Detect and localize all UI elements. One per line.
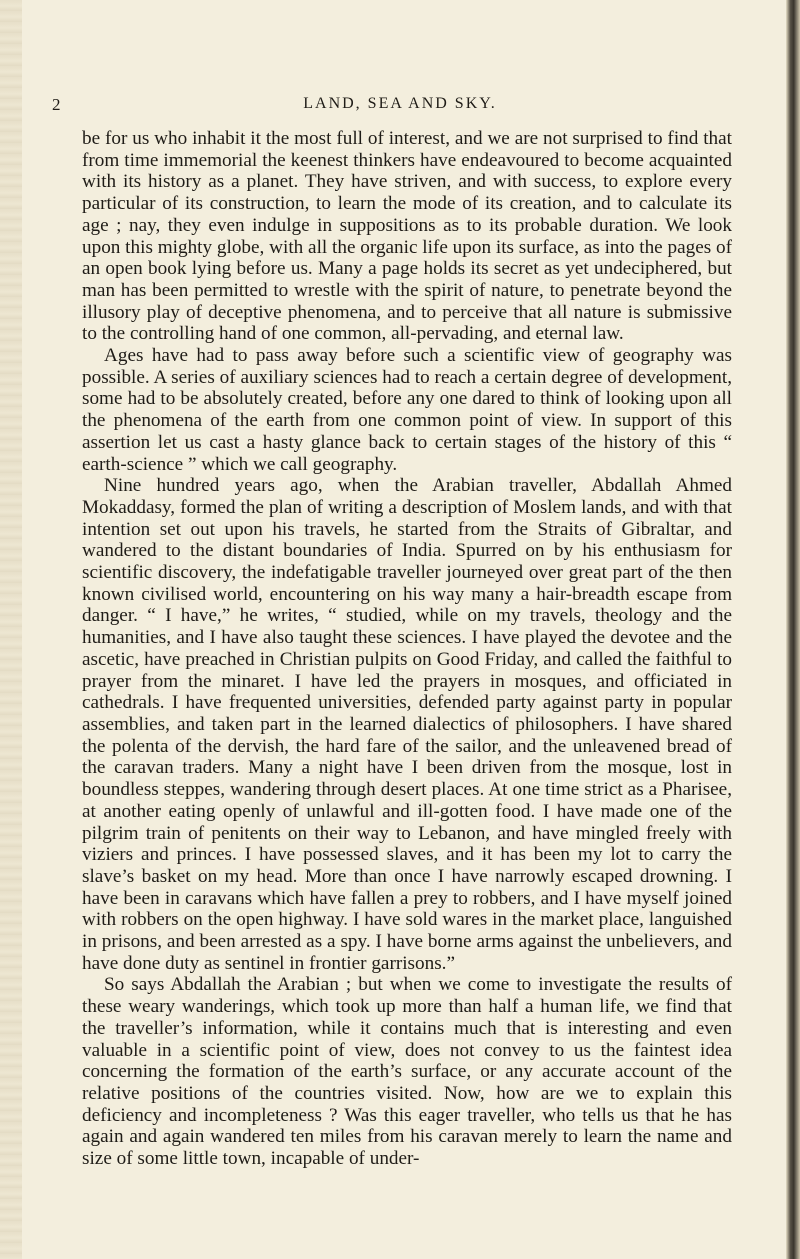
body-text <box>82 128 732 1170</box>
page-number: 2 <box>52 95 62 114</box>
paragraph: So says Abdallah the Arabian ; but when we come to investigate the results of these weary wanderings, which took up more than half a human life, we find that the traveller’s information, while it contains much that is interesting and even valuable in a scientific point of view, does not convey to us the faintest idea concerning the formation of the earth’s surface, or any accurate account of the relative positions of the countries visited. Now, how are we to explain this deficiency and incompleteness ? Was this eager traveller, who tells us that he has again and again wandered ten miles from his caravan merely to learn the name and size of some little town, incapable of under- <box>82 974 732 1170</box>
page-edge-shadow <box>786 0 800 1259</box>
paragraph: Ages have had to pass away before such a scientific view of geography was possible. A series of auxiliary sciences had to reach a certain degree of development, some had to be absolutely created, before any one dared to think of looking upon all the phenomena of the earth from one common point of view. In support of this assertion let us cast a hasty glance back to certain stages of the history of this “ earth-science ” which we call geography. <box>82 345 732 475</box>
page-header <box>0 95 800 115</box>
running-head: LAND, SEA AND SKY. <box>303 95 497 112</box>
paragraph: be for us who inhabit it the most full of interest, and we are not surprised to find that from time immemorial the keenest thinkers have endeavoured to become acquainted with its history as a planet. They have striven, and with success, to explore every particular of its construction, to learn the mode of its creation, and to calculate its age ; nay, they even indulge in suppositions as to its probable duration. We look upon this mighty globe, with all the organic life upon its surface, as into the pages of an open book lying before us. Many a page holds its secret as yet undeciphered, but man has been permitted to wrestle with the spirit of nature, to penetrate beyond the illusory play of deceptive phenomena, and to perceive that all nature is submissive to the controlling hand of one common, all-pervading, and eternal law. <box>82 128 732 345</box>
page-gutter-shadow <box>0 0 22 1259</box>
paragraph: Nine hundred years ago, when the Arabian traveller, Abdallah Ahmed Mokaddasy, formed the plan of writing a description of Moslem lands, and with that intention set out upon his travels, he started from the Straits of Gibraltar, and wandered to the distant boundaries of India. Spurred on by his enthusiasm for scientific discovery, the indefatigable traveller journeyed over great part of the then known civilised world, encountering on his way many a hair-breadth escape from danger. “ I have,” he writes, “ studied, while on my travels, theology and the humanities, and I have also taught these sciences. I have played the devotee and the ascetic, have preached in Christian pulpits on Good Friday, and called the faithful to prayer from the minaret. I have led the prayers in mosques, and officiated in cathedrals. I have frequented universities, defended party against party in popular assemblies, and taken part in the learned dialectics of philosophers. I have shared the polenta of the dervish, the hard fare of the sailor, and the unleavened bread of the caravan traders. Many a night have I been driven from the mosque, lost in boundless steppes, wandering through desert places. At one time strict as a Pharisee, at another eating openly of unlawful and ill-gotten food. I have made one of the pilgrim train of penitents on their way to Lebanon, and have mingled freely with viziers and princes. I have possessed slaves, and it has been my lot to carry the slave’s basket on my head. More than once I have narrowly escaped drowning. I have been in caravans which have fallen a prey to robbers, and I have myself joined with robbers on the open highway. I have sold wares in the market place, languished in prisons, and been arrested as a spy. I have borne arms against the unbelievers, and have done duty as sentinel in frontier garrisons.” <box>82 475 732 974</box>
